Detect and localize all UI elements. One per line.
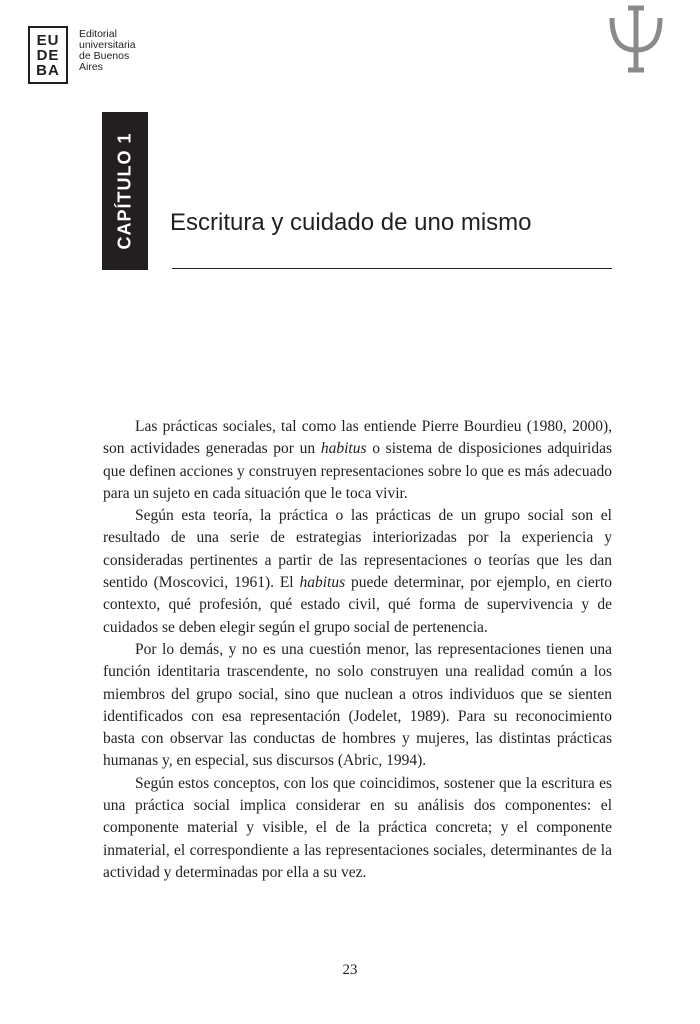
page-number: 23 (342, 962, 358, 978)
paragraph (103, 639, 612, 773)
text-run: Las prácticas sociales, tal como las entiende Pierre Bourdieu (1980, 2000), son actividades generadas por un (103, 418, 612, 458)
title-divider (172, 268, 612, 269)
psi-icon (606, 2, 666, 76)
publisher-name (79, 29, 169, 73)
chapter-block (102, 112, 148, 270)
publisher-line: Editorial (79, 28, 117, 40)
text-run: Por lo demás, y no es una cuestión menor, las representaciones tienen una función identitaria trascendente, no solo construyen una realidad común a los miembros del grupo social, sino que nuclean a otros individuos que se sienten identificados con esa representación (Jodelet, 1989). Para su reconocimiento basta con observar las conductas de hombres y mujeres, las distintas prácticas humanas y, en especial, sus discursos (Abric, 1994). (103, 640, 612, 770)
text-run: o sistema de disposiciones adquiridas que definen acciones y construyen representaciones sobre lo que es más adecuado para un sujeto en cada situación que le toca vivir. (103, 440, 612, 502)
paragraph (103, 505, 612, 639)
publisher-line: universitaria (79, 39, 136, 51)
publisher-line: de Buenos (79, 50, 130, 62)
text-run: Según estos conceptos, con los que coincidimos, sostener que la escritura es una práctica social implica considerar en su análisis dos componentes: el componente material y visible, el de la práctica concreta; y el componente inmaterial, el correspondiente a las representaciones sociales, determinantes de la actividad y determinadas por ella a su vez. (103, 774, 612, 881)
text-run: Según esta teoría, la práctica o las prácticas de un grupo social son el resultado de una serie de estrategias interiorizadas por la experiencia y consideradas pertinentes a partir de las representaciones o teorías que les dan sentido (Moscovici, 1961). El (103, 507, 612, 592)
paragraph (103, 773, 612, 884)
publisher-line: Aires (79, 61, 103, 73)
italic-term: habitus (320, 440, 367, 458)
chapter-label: CAPÍTULO 1 (114, 132, 135, 250)
logo-line: DE (36, 46, 60, 64)
text-run: puede determinar, por ejemplo, en cierto contexto, qué profesión, qué estado civil, qué forma de supervivencia y de cuidados se deben elegir según el grupo social de pertenencia. (103, 574, 612, 636)
chapter-title: Escritura y cuidado de uno mismo (170, 209, 532, 236)
paragraph (103, 416, 612, 505)
body-text (103, 416, 612, 884)
logo-line: BA (36, 61, 60, 79)
italic-term: habitus (299, 574, 346, 592)
logo-line: EU (36, 31, 60, 49)
eudeba-logo (28, 26, 68, 84)
